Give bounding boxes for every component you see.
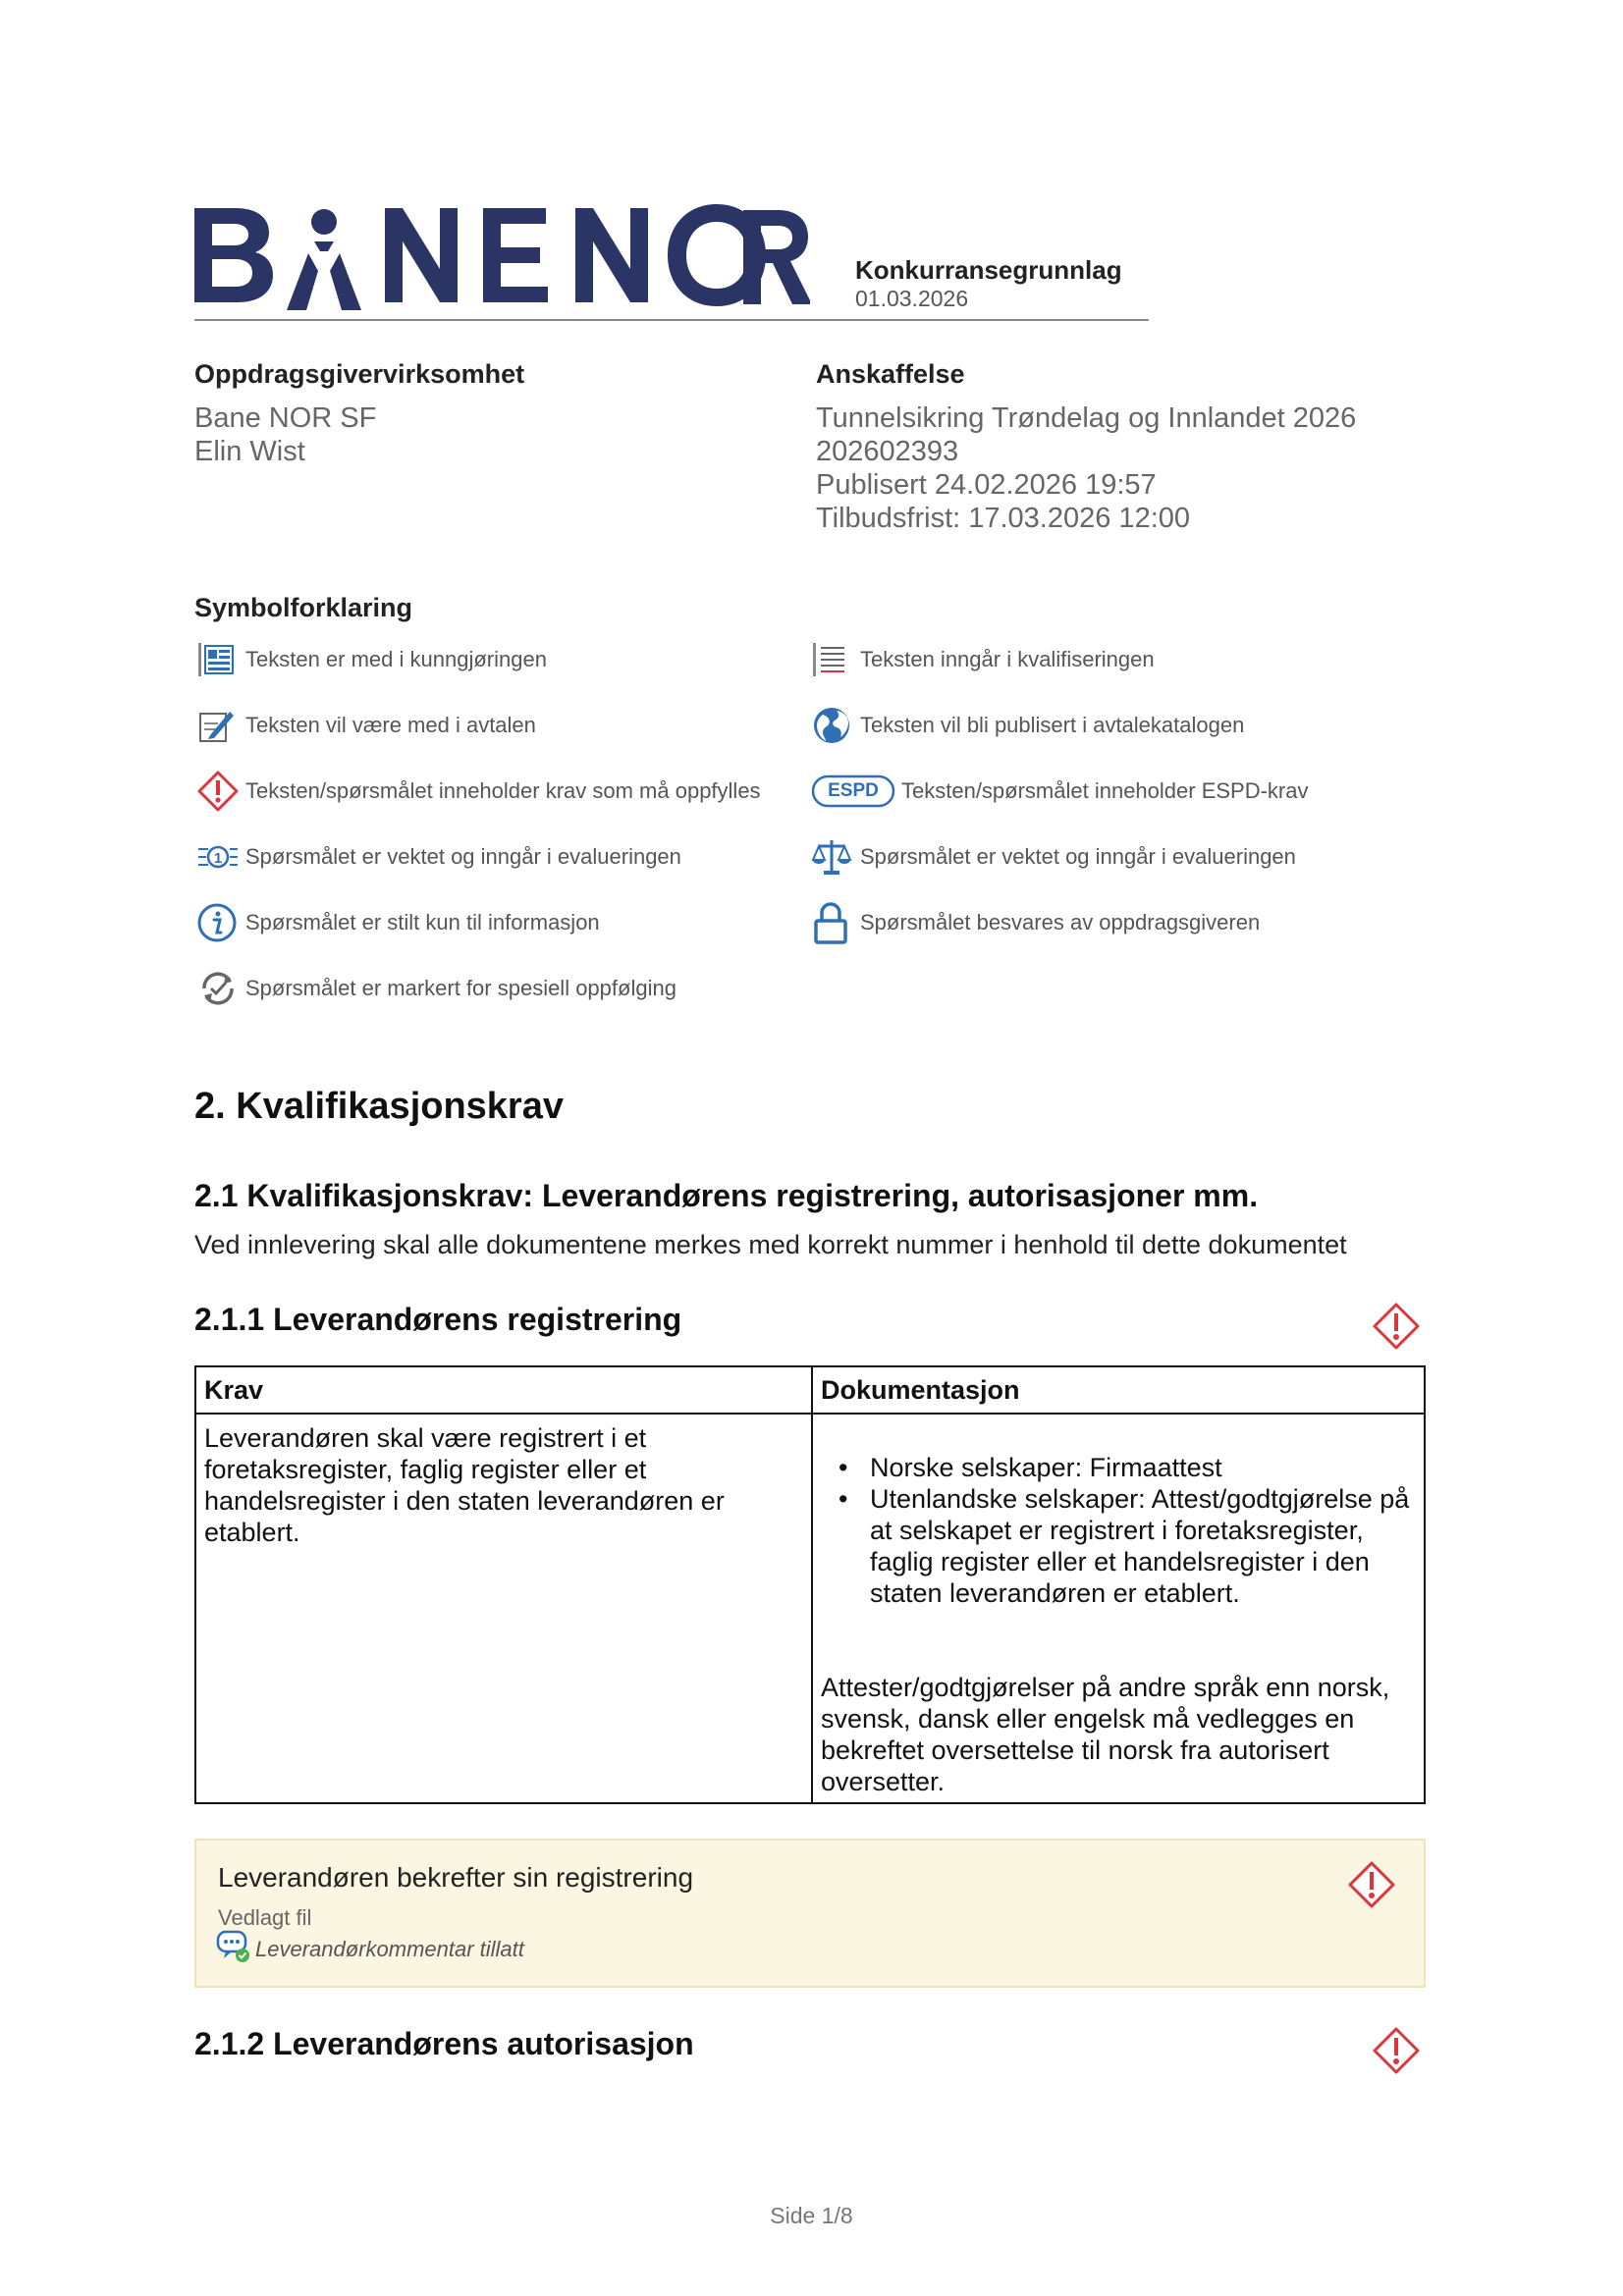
legend-label: Spørsmålet er stilt kun til informasjon — [245, 910, 600, 934]
legend-item — [196, 833, 761, 881]
legend-label: Teksten inngår i kvalifiseringen — [860, 647, 1155, 671]
follow-up-icon — [196, 965, 245, 1012]
table-header-divider — [196, 1413, 1424, 1415]
legend-item — [811, 636, 1309, 683]
legend-item — [196, 636, 761, 683]
procurement-deadline: Tilbudsfrist: 17.03.2026 12:00 — [816, 503, 1191, 534]
announcement-icon — [196, 636, 245, 683]
legend-item — [196, 965, 761, 1012]
legend-label: Spørsmålet er vektet og inngår i evalueringen — [245, 844, 681, 869]
legend-item — [811, 833, 1309, 881]
requirement-warning-icon — [1347, 1860, 1396, 1909]
lock-icon — [811, 899, 860, 946]
legend-label: Teksten/spørsmålet inneholder ESPD-krav — [901, 778, 1309, 803]
confirmation-comment-note: Leverandørkommentar tillatt — [255, 1937, 524, 1961]
page-number: Side 1/8 — [770, 2203, 853, 2228]
client-name: Bane NOR SF — [194, 402, 377, 434]
espd-badge-text: ESPD — [828, 780, 879, 801]
table-cell-dokumentasjon-list — [837, 1452, 1416, 1609]
weighted-number-icon — [196, 833, 245, 881]
legend-label: Teksten vil bli publisert i avtalekatalogen — [860, 713, 1245, 737]
legend-item — [811, 702, 1309, 749]
requirement-warning-icon — [1372, 1302, 1421, 1351]
legend-item — [196, 899, 761, 946]
table-header-dokumentasjon: Dokumentasjon — [821, 1375, 1020, 1405]
legend-label: Spørsmålet er vektet og inngår i evalueringen — [860, 844, 1296, 869]
legend-title: Symbolforklaring — [194, 593, 413, 622]
legend-left-column — [196, 636, 761, 1012]
table-cell-krav: Leverandøren skal være registrert i et foretaksregister, faglig register eller et handelsregister i den staten leverandøren er etablert. — [204, 1423, 725, 1547]
legend-label: Teksten er med i kunngjøringen — [245, 647, 547, 671]
list-item: • Utenlandske selskaper: Attest/godtgjørelse på at selskapet er registrert i foretaksregister, faglig register eller et handelsregister i den staten leverandøren er etablert. — [837, 1483, 1416, 1609]
section-intro: Ved innlevering skal alle dokumentene merkes med korrekt nummer i henhold til dette dokumentet — [194, 1230, 1347, 1259]
procurement-published: Publisert 24.02.2026 19:57 — [816, 469, 1157, 501]
logo-letter-r-shape — [741, 208, 810, 306]
svg-text:1: 1 — [213, 850, 223, 867]
legend-label: Spørsmålet besvares av oppdragsgiveren — [860, 910, 1261, 934]
legend-label: Spørsmålet er markert for spesiell oppfølging — [245, 976, 676, 1000]
document-type: Konkurransegrunnlag — [855, 255, 1122, 285]
confirmation-title: Leverandøren bekrefter sin registrering — [218, 1862, 694, 1893]
section-heading: 2. Kvalifikasjonskrav — [194, 1086, 564, 1127]
legend-item — [811, 768, 1309, 815]
info-icon — [196, 899, 245, 946]
requirement-table — [194, 1365, 1426, 1804]
qualification-list-icon — [811, 636, 860, 683]
table-column-divider — [811, 1367, 813, 1802]
espd-badge-icon — [811, 768, 901, 815]
scales-icon — [811, 833, 860, 881]
legend-item — [811, 899, 1309, 946]
supplier-comment-icon — [216, 1929, 251, 1964]
requirement-heading-registration: 2.1.1 Leverandørens registrering — [194, 1302, 682, 1337]
procurement-number: 202602393 — [816, 436, 959, 467]
table-header-krav: Krav — [204, 1375, 264, 1405]
legend-label: Teksten vil være med i avtalen — [245, 713, 536, 737]
procurement-heading: Anskaffelse — [816, 359, 965, 389]
header-divider — [194, 319, 1149, 321]
document-date: 01.03.2026 — [855, 286, 969, 311]
contract-edit-icon — [196, 702, 245, 749]
globe-icon — [811, 702, 860, 749]
subsection-heading: 2.1 Kvalifikasjonskrav: Leverandørens registrering, autorisasjoner mm. — [194, 1178, 1259, 1213]
client-block — [194, 359, 524, 468]
bane-nor-logo — [192, 202, 809, 312]
procurement-block — [816, 359, 1356, 535]
client-heading: Oppdragsgivervirksomhet — [194, 359, 525, 389]
procurement-title: Tunnelsikring Trøndelag og Innlandet 2026 — [816, 402, 1357, 434]
table-cell-dokumentasjon-note: Attester/godtgjørelser på andre språk enn norsk, svensk, dansk eller engelsk må vedlegges en bekreftet oversettelse til norsk fra autorisert oversetter. — [821, 1673, 1390, 1796]
list-item: • Norske selskaper: Firmaattest — [837, 1452, 1416, 1483]
confirmation-subtitle: Vedlagt fil — [218, 1905, 312, 1930]
legend-item — [196, 702, 761, 749]
client-contact: Elin Wist — [194, 436, 305, 467]
requirement-warning-icon — [196, 768, 245, 815]
legend-right-column — [811, 636, 1309, 946]
legend-item — [196, 768, 761, 815]
supplier-confirmation-box — [194, 1839, 1426, 1988]
legend-label: Teksten/spørsmålet inneholder krav som må oppfylles — [245, 778, 761, 803]
requirement-warning-icon — [1372, 2026, 1421, 2075]
requirement-heading-authorization: 2.1.2 Leverandørens autorisasjon — [194, 2026, 694, 2061]
